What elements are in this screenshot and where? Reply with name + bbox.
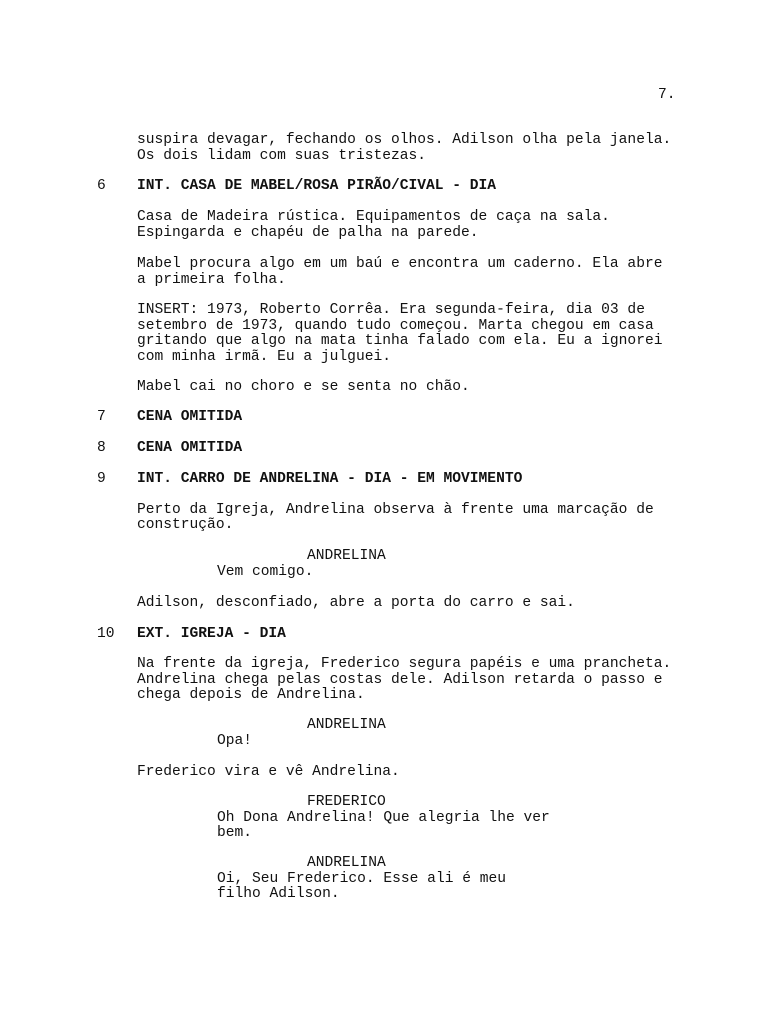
dialogue-line: Oi, Seu Frederico. Esse ali é meu <box>217 871 507 887</box>
action-line: gritando que algo na mata tinha falado com ela. Eu a ignorei <box>137 333 663 349</box>
action-line: Mabel procura algo em um baú e encontra um caderno. Ela abre <box>137 256 663 272</box>
character-name: ANDRELINA <box>307 855 386 871</box>
scene-heading: CENA OMITIDA <box>137 440 243 456</box>
scene-number: 8 <box>97 440 106 456</box>
dialogue-line: Vem comigo. <box>217 564 314 580</box>
scene-number: 7 <box>97 409 106 425</box>
action-line: Na frente da igreja, Frederico segura papéis e uma prancheta. <box>137 656 672 672</box>
scene-number: 9 <box>97 471 106 487</box>
dialogue-line: Oh Dona Andrelina! Que alegria lhe ver <box>217 810 550 826</box>
scene-heading: INT. CARRO DE ANDRELINA - DIA - EM MOVIMENTO <box>137 471 523 487</box>
scene-number: 10 <box>97 626 115 642</box>
action-line: construção. <box>137 517 234 533</box>
action-line: INSERT: 1973, Roberto Corrêa. Era segunda-feira, dia 03 de <box>137 302 645 318</box>
action-line: com minha irmã. Eu a julguei. <box>137 349 391 365</box>
dialogue-line: Opa! <box>217 733 253 749</box>
action-line: Adilson, desconfiado, abre a porta do carro e sai. <box>137 595 575 611</box>
scene-heading: INT. CASA DE MABEL/ROSA PIRÃO/CIVAL - DIA <box>137 178 497 194</box>
action-line: Andrelina chega pelas costas dele. Adilson retarda o passo e <box>137 672 663 688</box>
action-line: Os dois lidam com suas tristezas. <box>137 148 427 164</box>
character-name: FREDERICO <box>307 794 386 810</box>
action-line: Espingarda e chapéu de palha na parede. <box>137 225 479 241</box>
character-name: ANDRELINA <box>307 548 386 564</box>
page-number: 7. <box>658 87 676 103</box>
scene-heading: CENA OMITIDA <box>137 409 243 425</box>
dialogue-line: bem. <box>217 825 253 841</box>
action-line: chega depois de Andrelina. <box>137 687 365 703</box>
action-line: Mabel cai no choro e se senta no chão. <box>137 379 470 395</box>
dialogue-line: filho Adilson. <box>217 886 340 902</box>
action-line: Perto da Igreja, Andrelina observa à frente uma marcação de <box>137 502 654 518</box>
action-line: a primeira folha. <box>137 272 286 288</box>
action-line: setembro de 1973, quando tudo começou. Marta chegou em casa <box>137 318 654 334</box>
scene-number: 6 <box>97 178 106 194</box>
character-name: ANDRELINA <box>307 717 386 733</box>
action-line: Casa de Madeira rústica. Equipamentos de caça na sala. <box>137 209 610 225</box>
action-line: suspira devagar, fechando os olhos. Adilson olha pela janela. <box>137 132 672 148</box>
action-line: Frederico vira e vê Andrelina. <box>137 764 400 780</box>
scene-heading: EXT. IGREJA - DIA <box>137 626 286 642</box>
